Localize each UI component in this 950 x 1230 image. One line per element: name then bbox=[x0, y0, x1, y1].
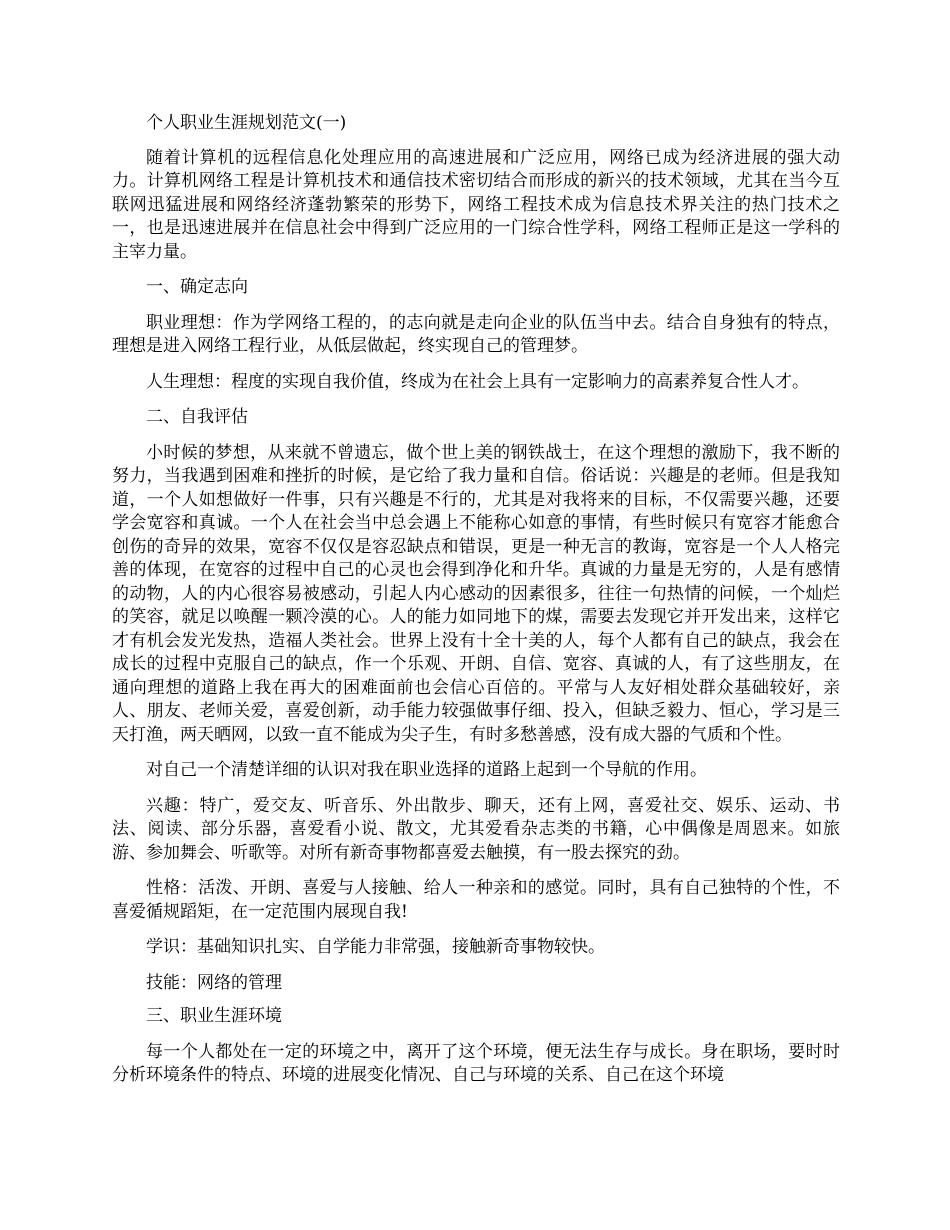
section-heading-1: 一、确定志向 bbox=[146, 277, 248, 297]
paragraph-skills: 技能：网络的管理 bbox=[146, 972, 282, 993]
paragraph-environment: 每一个人都处在一定的环境之中，离开了这个环境，便无法生存与成长。身在职场，要时时分析环境条件的特点、环境的进展变化情况、自己与环境的关系、自己在这个环境 bbox=[112, 1041, 840, 1085]
document-title: 个人职业生涯规划范文(一) bbox=[146, 113, 347, 133]
paragraph-life-ideal: 人生理想：程度的实现自我价值，终成为在社会上具有一定影响力的高素养复合性人才。 bbox=[146, 371, 809, 392]
paragraph-knowledge: 学识：基础知识扎实、自学能力非常强，接触新奇事物较快。 bbox=[146, 937, 605, 957]
section-heading-2: 二、自我评估 bbox=[146, 407, 248, 427]
paragraph-personality: 性格：活泼、开朗、喜爱与人接触、给人一种亲和的感觉。同时，具有自己独特的个性，不喜爱循规蹈矩，在一定范围内展现自我! bbox=[112, 878, 840, 922]
paragraph-self-assessment: 小时候的梦想，从来就不曾遗忘，做个世上美的钢铁战士，在这个理想的激励下，我不断的努力，当我遇到困难和挫折的时候，是它给了我力量和自信。俗话说：兴趣是的老师。但是我知道，一个人如想做好一件事，只有兴趣是不行的，尤其是对我将来的目标，不仅需要兴趣，还要学会宽容和真诚。一个人在社会当中总会遇上不能称心如意的事情，有些时候只有宽容才能愈合创伤的奇异的效果，宽容不仅仅是容忍缺点和错误，更是一种无言的教诲，宽容是一个人人格完善的体现，在宽容的过程中自己的心灵也会得到净化和升华。真诚的力量是无穷的，人是有感情的动物，人的内心很容易被感动，引起人内心感动的因素很多，往往一句热情的问候，一个灿烂的笑容，就足以唤醒一颗冷漠的心。人的能力如同地下的煤，需要去发现它并开发出来，这样它才有机会发光发热，造福人类社会。世界上没有十全十美的人，每个人都有自己的缺点，我会在成长的过程中克服自己的缺点，作一个乐观、开朗、自信、宽容、真诚的人，有了这些朋友，在通向理想的道路上我在再大的困难面前也会信心百倍的。平常与人友好相处群众基础较好，亲人、朋友、老师关爱，喜爱创新，动手能力较强做事仔细、投入，但缺乏毅力、恒心，学习是三天打渔，两天晒网，以致一直不能成为尖子生，有时多愁善感，没有成大器的气质和个性。 bbox=[112, 442, 840, 745]
paragraph-interests: 兴趣：特广，爱交友、听音乐、外出散步、聊天，还有上网，喜爱社交、娱乐、运动、书法、阅读、部分乐器，喜爱看小说、散文，尤其爱看杂志类的书籍，心中偶像是周恩来。如旅游、参加舞会、听歌等。对所有新奇事物都喜爱去触摸，有一股去探究的劲。 bbox=[112, 795, 840, 863]
section-heading-3: 三、职业生涯环境 bbox=[146, 1006, 282, 1026]
document-page bbox=[112, 112, 840, 1088]
paragraph-intro: 随着计算机的远程信息化处理应用的高速进展和广泛应用，网络已成为经济进展的强大动力。计算机网络工程是计算机技术和通信技术密切结合而形成的新兴的技术领域，尤其在当今互联网迅猛进展和网络经济蓬勃繁荣的形势下，网络工程技术成为信息技术界关注的热门技术之一，也是迅速进展并在信息社会中得到广泛应用的一门综合性学科，网络工程师正是这一学科的主宰力量。 bbox=[112, 147, 840, 262]
paragraph-career-ideal: 职业理想：作为学网络工程的，的志向就是走向企业的队伍当中去。结合自身独有的特点，理想是进入网络工程行业，从低层做起，终实现自己的管理梦。 bbox=[112, 312, 840, 356]
paragraph-self-knowledge: 对自己一个清楚详细的认识对我在职业选择的道路上起到一个导航的作用。 bbox=[146, 760, 707, 780]
